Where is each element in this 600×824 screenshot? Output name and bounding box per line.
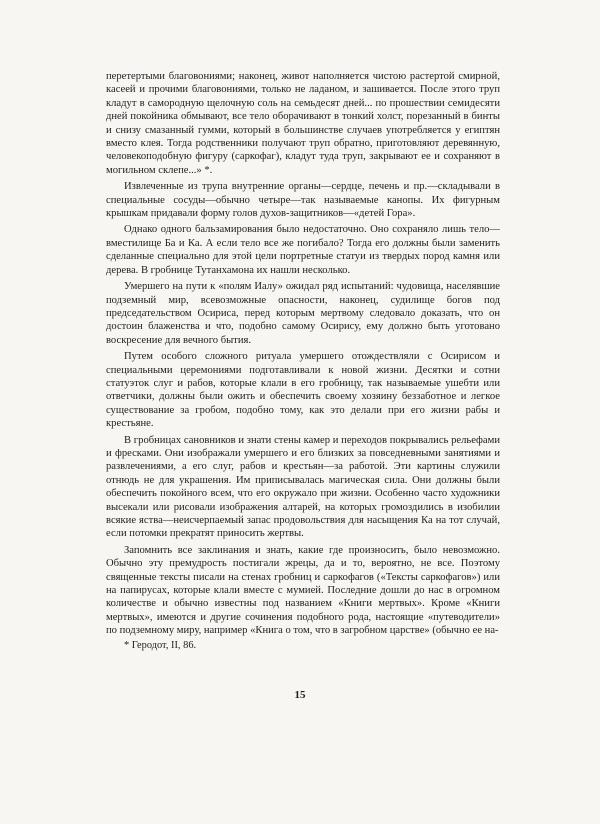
paragraph-4: Умершего на пути к «полям Иалу» ожидал ряд испытаний: чудовища, населявшие подземный мир, всевозможные опасности, наконец, судилище богов под председательством Осириса, перед которым мертвому следовало доказать, что он достоин блаженства и что, подобно самому Осирису, ему должно быть уготовано воскресение для вечного бытия. <box>106 281 500 346</box>
paragraph-3: Однако одного бальзамирования было недостаточно. Оно сохраняло лишь тело—вместилище Ба и Ка. А если тело все же погибало? Тогда его должны были заменить сделанные специально для этой цели портретные статуи из твердых пород камня или дерева. В гробнице Тутанхамона их нашли несколько. <box>106 224 500 276</box>
body-text <box>106 70 500 641</box>
paragraph-1: перетертыми благовониями; наконец, живот наполняется чистою растертой смирной, касеей и прочими благовониями, только не ладаном, и зашивается. После этого труп кладут в самородную щелочную соль на семьдесят дней... по прошествии семидесяти дней покойника обмывают, все тело оборачивают в тонкий холст, порезанный в бинты и снизу смазанный гумми, который в большинстве случаев употребляется у египтян вместо клея. Тогда родственники получают труп обратно, приготовляют деревянную, человекоподобную фигуру (саркофаг), кладут туда труп, закрывают ее и сохраняют в могильном склепе...» *. <box>106 71 500 176</box>
footnote: * Геродот, II, 86. <box>124 640 197 651</box>
page-number: 15 <box>294 689 306 701</box>
paragraph-6: В гробницах сановников и знати стены камер и переходов покрывались рельефами и фресками. Они изображали умершего и его близких за повседневными занятиями и развлечениями, а его слуг, рабов и крестьян—за работой. Эти картины служили отнюдь не для украшения. Им приписывалась магическая сила. Они должны были обеспечить покойного всем, что его окружало при жизни. Особенно часто художники высекали или рисовали изображения алтарей, на которых громоздились в изобилии всякие яства—неисчерпаемый запас продовольствия для насыщения Ка на тот случай, если потомки прекратят приносить жертвы. <box>106 434 500 540</box>
paragraph-7: Запомнить все заклинания и знать, какие где произносить, было невозможно. Обычно эту премудрость постигали жрецы, да и то, вероятно, не все. Поэтому священные тексты писали на стенах гробниц и саркофагов («Тексты саркофагов») или на папирусах, которые клали вместе с мумией. Последние дошли до нас в огромном количестве и обычно известны под названием «Книги мертвых». Кроме «Книги мертвых», имеются и другие сочинения подобного рода, настоящие «путеводители» по подземному миру, например «Книга о том, что в загробном царстве» (обычно ее на- <box>106 544 500 637</box>
paragraph-2: Извлеченные из трупа внутренние органы—сердце, печень и пр.—складывали в специальные сосуды—обычно четыре—так называемые канопы. Их фигурным крышкам придавали форму голов духов-защитников—«детей Гора». <box>106 181 500 220</box>
paragraph-5: Путем особого сложного ритуала умершего отождествляли с Осирисом и специальными церемониями подготавливали к новой жизни. Десятки и сотни статуэток слуг и рабов, которые клали в его гробницу, так называемые ушебти или ответчики, должны были ожить и обеспечить своему хозяину беззаботное и легкое существование за гробом, подобно тому, как это делали при его жизни рабы и крестьяне. <box>106 351 500 430</box>
